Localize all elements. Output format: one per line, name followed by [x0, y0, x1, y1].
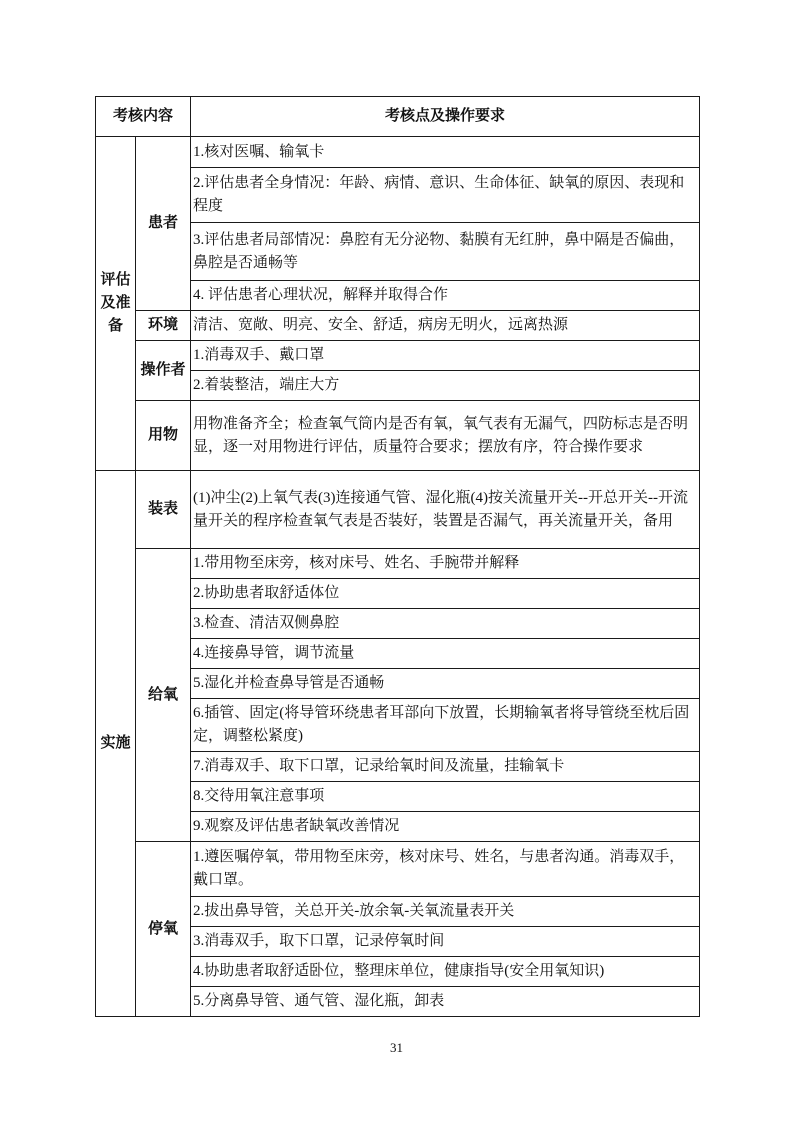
group-label-give-oxygen: 给氧 [136, 549, 191, 842]
item-cell: 2.协助患者取舒适体位 [191, 579, 700, 609]
group-label-environment: 环境 [136, 311, 191, 341]
item-cell: (1)冲尘(2)上氧气表(3)连接通气管、湿化瓶(4)按关流量开关--开总开关--开流量开关的程序检查氧气表是否装好，装置是否漏气，再关流量开关，备用 [191, 471, 700, 549]
item-cell: 2.拔出鼻导管，关总开关-放余氧-关氧流量表开关 [191, 897, 700, 927]
item-cell: 1.核对医嘱、输氧卡 [191, 137, 700, 168]
assessment-table [95, 96, 700, 1017]
header-cell-content: 考核内容 [96, 97, 191, 137]
table-row [96, 311, 700, 341]
section-label-assessment-prep: 评估及准备 [96, 137, 136, 471]
page-number: 31 [390, 1040, 403, 1055]
table-header-row [96, 97, 700, 137]
item-cell: 4.连接鼻导管，调节流量 [191, 639, 700, 669]
item-cell: 8.交待用氧注意事项 [191, 782, 700, 812]
item-cell: 用物准备齐全；检查氧气筒内是否有氧，氧气表有无漏气，四防标志是否明显，逐一对用物进行评估，质量符合要求；摆放有序，符合操作要求 [191, 401, 700, 471]
item-cell: 7.消毒双手、取下口罩，记录给氧时间及流量，挂输氧卡 [191, 752, 700, 782]
header-cell-requirements: 考核点及操作要求 [191, 97, 700, 137]
group-label-patient: 患者 [136, 137, 191, 311]
table-row [96, 341, 700, 371]
table-row [96, 842, 700, 897]
table-row [96, 137, 700, 168]
item-cell: 3.消毒双手，取下口罩，记录停氧时间 [191, 927, 700, 957]
item-cell: 6.插管、固定(将导管环绕患者耳部向下放置，长期输氧者将导管绕至枕后固定，调整松紧度) [191, 699, 700, 752]
item-cell: 2.评估患者全身情况：年龄、病情、意识、生命体征、缺氧的原因、表现和程度 [191, 168, 700, 223]
item-cell: 5.湿化并检查鼻导管是否通畅 [191, 669, 700, 699]
item-cell: 9.观察及评估患者缺氧改善情况 [191, 812, 700, 842]
table-row [96, 471, 700, 549]
table-row [96, 401, 700, 471]
item-cell: 1.消毒双手、戴口罩 [191, 341, 700, 371]
group-label-stop-oxygen: 停氧 [136, 842, 191, 1017]
table-row [96, 549, 700, 579]
item-cell: 5.分离鼻导管、通气管、湿化瓶，卸表 [191, 987, 700, 1017]
group-label-install-gauge: 装表 [136, 471, 191, 549]
item-cell: 3.检查、清洁双侧鼻腔 [191, 609, 700, 639]
item-cell: 1.带用物至床旁，核对床号、姓名、手腕带并解释 [191, 549, 700, 579]
group-label-operator: 操作者 [136, 341, 191, 401]
item-cell: 4.协助患者取舒适卧位，整理床单位，健康指导(安全用氧知识) [191, 957, 700, 987]
item-cell: 4. 评估患者心理状况，解释并取得合作 [191, 281, 700, 311]
section-label-implementation: 实施 [96, 471, 136, 1017]
item-cell: 1.遵医嘱停氧，带用物至床旁，核对床号、姓名，与患者沟通。消毒双手，戴口罩。 [191, 842, 700, 897]
item-cell: 清洁、宽敞、明亮、安全、舒适，病房无明火，远离热源 [191, 311, 700, 341]
item-cell: 2.着装整洁，端庄大方 [191, 371, 700, 401]
item-cell: 3.评估患者局部情况：鼻腔有无分泌物、黏膜有无红肿，鼻中隔是否偏曲，鼻腔是否通畅等 [191, 223, 700, 281]
group-label-supplies: 用物 [136, 401, 191, 471]
